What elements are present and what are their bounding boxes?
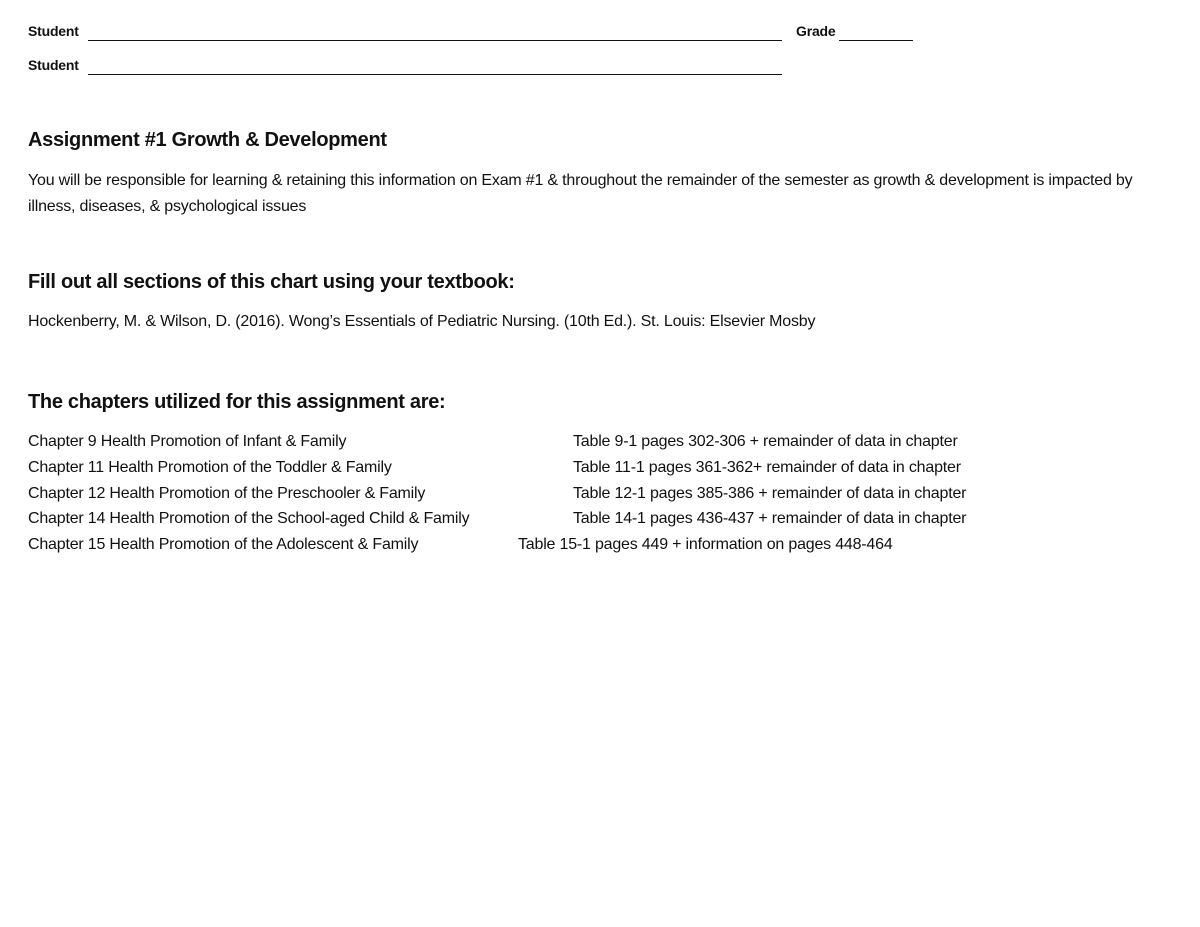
student-label-2: Student bbox=[28, 57, 79, 73]
student-name-field-2[interactable] bbox=[88, 74, 782, 75]
chapter-row bbox=[28, 506, 1178, 532]
chapter-table-ref: Table 15-1 pages 449 + information on pages 448-464 bbox=[518, 536, 893, 553]
assignment-title: Assignment #1 Growth & Development bbox=[28, 129, 387, 151]
instructions-heading: Fill out all sections of this chart using your textbook: bbox=[28, 271, 515, 293]
chapter-table-ref: Table 12-1 pages 385-386 + remainder of data in chapter bbox=[573, 485, 967, 502]
chapter-row bbox=[28, 429, 1178, 455]
chapter-title: Chapter 9 Health Promotion of Infant & Family bbox=[28, 433, 347, 450]
chapter-table-ref: Table 11-1 pages 361-362+ remainder of data in chapter bbox=[573, 459, 961, 476]
chapter-table-ref: Table 9-1 pages 302-306 + remainder of data in chapter bbox=[573, 433, 958, 450]
chapter-title: Chapter 14 Health Promotion of the School-aged Child & Family bbox=[28, 510, 470, 527]
chapter-row bbox=[28, 481, 1178, 507]
chapter-title: Chapter 11 Health Promotion of the Toddler & Family bbox=[28, 459, 392, 476]
chapters-heading: The chapters utilized for this assignment are: bbox=[28, 391, 446, 413]
chapter-title: Chapter 12 Health Promotion of the Preschooler & Family bbox=[28, 485, 426, 502]
grade-label: Grade bbox=[796, 23, 836, 39]
chapter-row bbox=[28, 455, 1178, 481]
assignment-page bbox=[28, 0, 1178, 927]
grade-field[interactable] bbox=[839, 40, 913, 41]
chapter-row bbox=[28, 532, 1178, 558]
textbook-citation: Hockenberry, M. & Wilson, D. (2016). Wong’s Essentials of Pediatric Nursing. (10th Ed.). St. Louis: Elsevier Mosby bbox=[28, 313, 816, 330]
chapter-table-ref: Table 14-1 pages 436-437 + remainder of data in chapter bbox=[573, 510, 967, 527]
student-name-field-1[interactable] bbox=[88, 40, 782, 41]
student-label-1: Student bbox=[28, 23, 79, 39]
chapter-title: Chapter 15 Health Promotion of the Adolescent & Family bbox=[28, 536, 419, 553]
assignment-description: You will be responsible for learning & retaining this information on Exam #1 & throughout the remainder of the semester as growth & development is impacted by illness, diseases, & psychological issues bbox=[28, 172, 1133, 215]
